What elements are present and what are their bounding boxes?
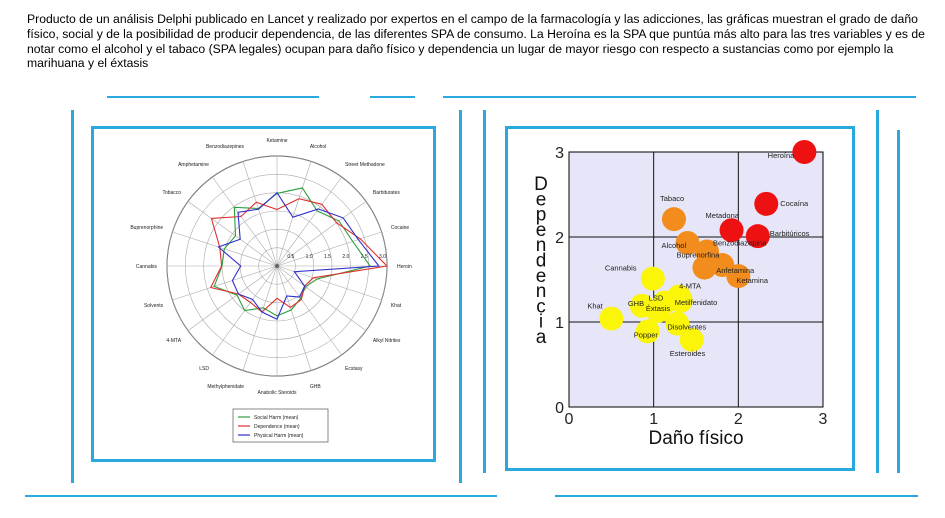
radar-category-label: Benzodiazepines [205, 144, 245, 151]
scatter-point-khat [599, 307, 623, 331]
radar-spoke [277, 266, 311, 371]
scatter-x-axis-label: Daño físico [648, 428, 744, 449]
left-frame-outer-right [459, 110, 462, 483]
radar-legend-label: Physical Harm (mean) [254, 433, 304, 439]
top-rule-right [443, 96, 916, 98]
scatter-point-heroina [792, 140, 816, 164]
scatter-chart [523, 130, 848, 450]
radar-legend-label: Dependence (mean) [254, 424, 300, 430]
radar-category-label: Alkyl Nitrites [372, 338, 401, 345]
radar-tick-label: 2.5 [360, 254, 368, 260]
radar-category-label: Barbiturates [372, 189, 400, 196]
radar-tick-label: 3.0 [379, 254, 386, 260]
right-frame-outer-right [897, 130, 900, 473]
radar-category-label: Alcohol [309, 144, 327, 151]
scatter-point-label: Heroína [767, 151, 795, 160]
scatter-point-label: LSD [648, 293, 664, 303]
bottom-rule-right [555, 495, 918, 497]
radar-spoke [277, 177, 342, 266]
intro-paragraph: Producto de un análisis Delphi publicado en Lancet y realizado por expertos en el campo de la farmacología y las adicciones, las gráficas muestran el grado de daño físico, social y de la posibilidad de producir dependencia, de las diferentes SPA de consumo. La Heroína es la SPA que puntúa más alto para las tres variables y es de notar como el alcohol y el tabaco (SPA legales) ocupan para daño físico y dependencia un lugar de mayor riesgo con respecto a sustancias como por ejemplo la marihuana y el éxtasis [27, 12, 925, 71]
scatter-x-tick-label: 0 [564, 411, 574, 428]
radar-spoke [277, 161, 311, 266]
radar-category-label: Street Methadone [345, 162, 385, 169]
radar-category-label: Cocaine [390, 225, 410, 232]
scatter-point-label: Ketamina [736, 276, 769, 286]
scatter-y-axis-letter: n [535, 235, 547, 257]
scatter-y-axis-letter: D [534, 174, 548, 195]
scatter-y-tick-label: 1 [555, 315, 564, 332]
radar-spoke [172, 266, 277, 300]
scatter-point-label: Metilfenidato [674, 297, 718, 307]
scatter-y-axis-letter: p [535, 204, 547, 226]
radar-center [275, 264, 279, 268]
scatter-point-label: Esteroides [669, 348, 706, 358]
radar-spoke [212, 177, 277, 266]
radar-spoke [243, 161, 277, 266]
radar-spoke [243, 266, 277, 371]
radar-category-label: Ecstasy [345, 365, 363, 372]
scatter-point-label: Metadona [705, 211, 739, 221]
radar-tick-label: 2.0 [342, 254, 350, 260]
scatter-y-axis-letter: a [535, 327, 547, 348]
radar-category-label: 4-MTA [166, 338, 182, 345]
radar-category-label: Amphetamine [178, 162, 209, 169]
scatter-point-label: Barbitúricos [769, 229, 810, 239]
scatter-y-axis-letter: d [535, 250, 547, 272]
radar-category-label: Cannabis [135, 264, 157, 270]
scatter-y-tick-label: 0 [555, 400, 564, 417]
scatter-point-label: Cannabis [604, 263, 637, 273]
radar-spoke [188, 201, 277, 266]
top-rule-left [107, 96, 319, 98]
radar-legend [233, 409, 328, 442]
scatter-y-tick-label: 3 [555, 145, 564, 162]
scatter-y-tick-label: 2 [555, 230, 564, 247]
scatter-point-label: Buprenorfina [676, 250, 720, 260]
scatter-y-axis-letter: e [535, 219, 547, 241]
scatter-point-label: Alcohol [661, 240, 687, 250]
scatter-x-tick-label: 2 [733, 411, 743, 428]
radar-legend-label: Social Harm (mean) [254, 415, 299, 421]
scatter-point-cannabis [641, 267, 665, 291]
scatter-point-label: Éxtasis [645, 303, 671, 313]
scatter-point-label: Popper [633, 330, 658, 340]
radar-category-label: Solvents [143, 302, 164, 309]
radar-category-label: Tobacco [162, 189, 182, 196]
radar-category-label: Heroin [397, 264, 412, 270]
radar-chart [93, 128, 431, 458]
scatter-y-axis-label [534, 174, 548, 348]
bottom-rule-left [25, 495, 497, 497]
radar-tick-label: 0.5 [287, 254, 295, 260]
scatter-x-tick-label: 1 [649, 411, 659, 428]
scatter-y-axis-letter: e [535, 265, 547, 287]
scatter-y-axis-letter: n [535, 281, 547, 303]
scatter-x-tick-label: 3 [818, 411, 828, 428]
left-frame-outer-left [71, 110, 74, 483]
scatter-point-cocaina [754, 192, 778, 216]
radar-category-label: GHB [309, 383, 321, 390]
scatter-point-tabaco [662, 207, 686, 231]
scatter-point-label: Anfetamina [716, 266, 755, 276]
right-frame-outer-left [483, 110, 486, 473]
scatter-point-label: GHB [627, 298, 645, 308]
scatter-point-label: Khat [587, 301, 603, 311]
radar-tick-label: 1.0 [305, 254, 313, 260]
scatter-point-label: Benzodiazepina [713, 238, 767, 248]
radar-spoke [277, 266, 342, 355]
right-frame-side-tick [876, 110, 879, 473]
scatter-y-axis-letter: c [536, 296, 546, 318]
scatter-plot-area [569, 152, 823, 407]
scatter-point-label: Tabaco [659, 194, 685, 204]
radar-category-label: Anabolic Steroids [257, 390, 297, 396]
radar-spoke [188, 266, 277, 331]
radar-spoke [277, 266, 382, 300]
radar-spoke [277, 266, 366, 331]
radar-category-label: Ketamine [266, 138, 288, 144]
scatter-point-label: Disolventes [667, 322, 707, 332]
scatter-y-axis-letter: e [535, 189, 547, 211]
scatter-point-label: 4-MTA [679, 281, 702, 291]
scatter-y-axis-letter: i [538, 311, 544, 333]
radar-category-label: Methylphenidate [207, 383, 245, 390]
scatter-point-label: Cocaína [780, 198, 809, 208]
radar-tick-label: 1.5 [324, 254, 331, 260]
top-rule-middle [370, 96, 415, 98]
radar-category-label: Buprenorphine [130, 225, 164, 232]
radar-category-label: Khat [390, 302, 402, 309]
radar-category-label: LSD [199, 365, 209, 372]
